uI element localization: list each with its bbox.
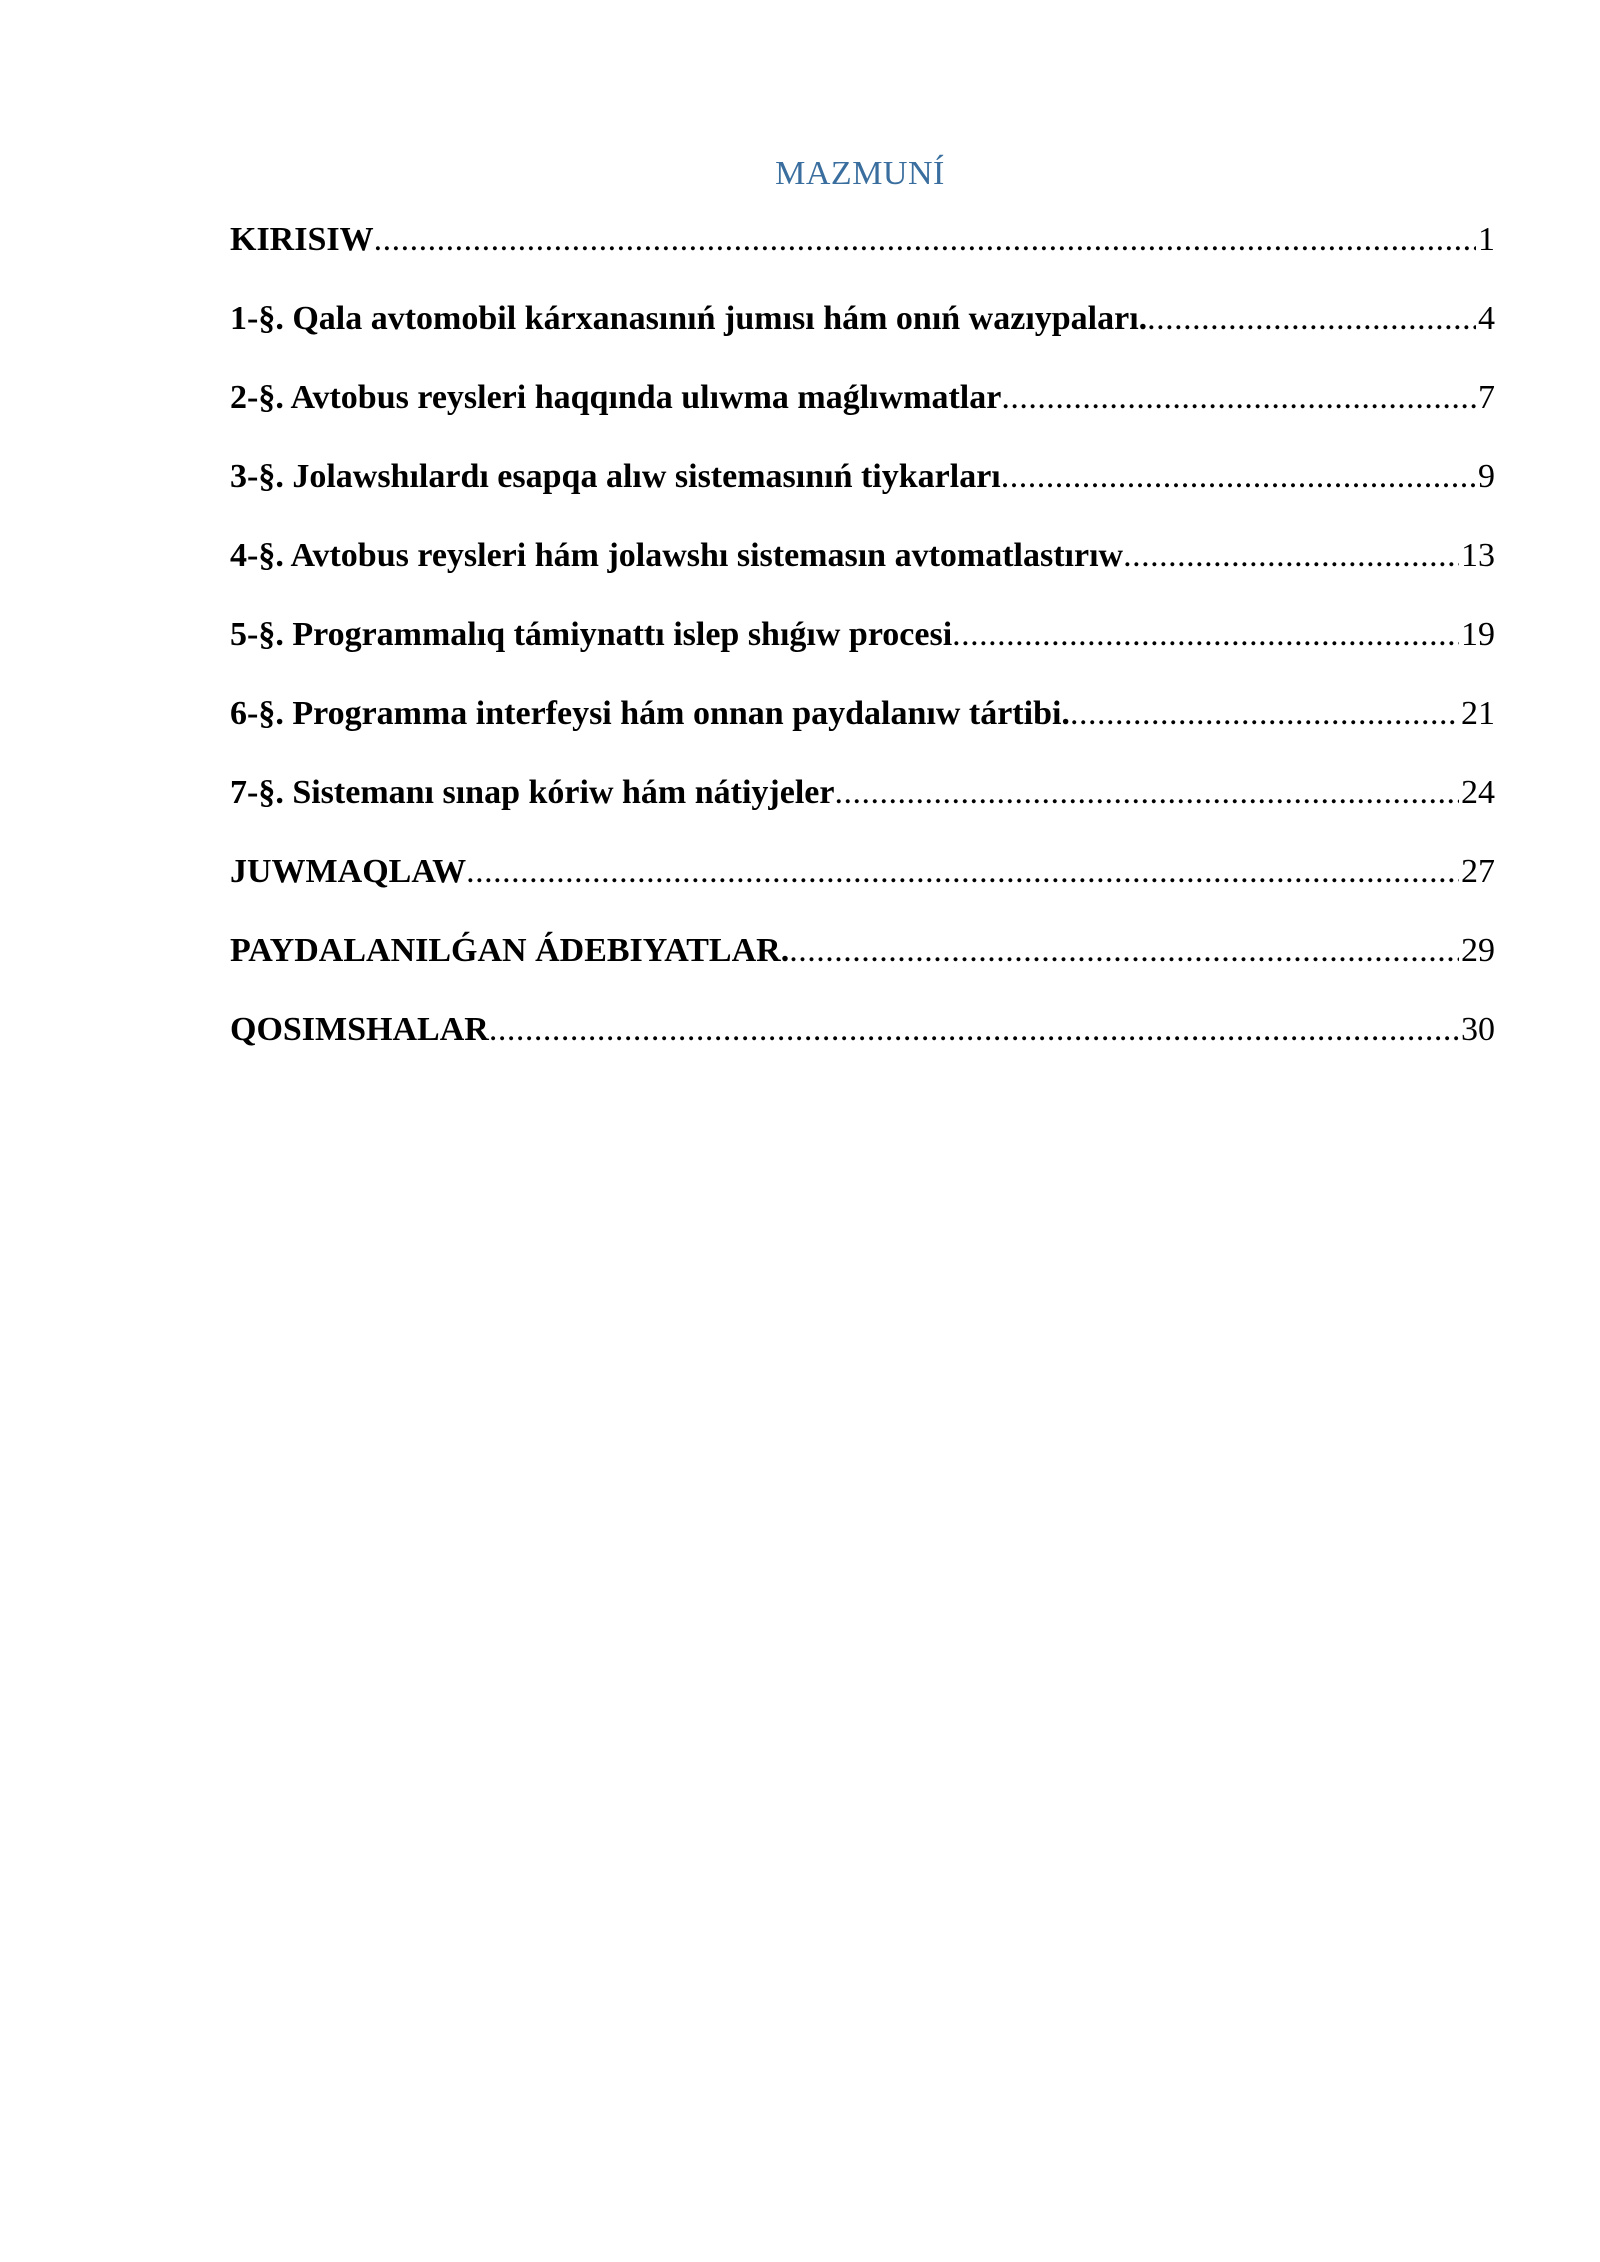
toc-entry-label: 3-§. Jolawshılardı esapqa alıw sistemasınıń tiykarları: [230, 458, 1001, 495]
toc-entry-page-number: 19: [1461, 616, 1495, 653]
toc-entry-section-7[interactable]: [230, 771, 1495, 850]
toc-entry-conclusion[interactable]: [230, 850, 1495, 929]
toc-dot-leader: [1001, 455, 1476, 499]
toc-dot-leader: [1123, 534, 1459, 578]
toc-entry-label: 1-§. Qala avtomobil kárxanasınıń jumısı hám onıń wazıypaları.: [230, 300, 1148, 337]
toc-dot-leader: [834, 771, 1459, 815]
toc-entry-introduction[interactable]: [230, 218, 1495, 297]
toc-entry-page-number: 13: [1461, 537, 1495, 574]
toc-dot-leader: [1001, 376, 1476, 420]
toc-entry-label: QOSIMSHALAR: [230, 1011, 489, 1048]
toc-dot-leader: [374, 218, 1476, 262]
toc-dot-leader: [466, 850, 1459, 894]
toc-dot-leader: [1070, 692, 1459, 736]
toc-entry-page-number: 24: [1461, 774, 1495, 811]
toc-entry-label: 5-§. Programmalıq támiynattı islep shıǵıw procesi: [230, 616, 953, 653]
toc-dot-leader: [1147, 297, 1476, 341]
toc-entry-label: 2-§. Avtobus reysleri haqqında ulıwma maǵlıwmatlar: [230, 379, 1002, 416]
toc-entry-page-number: 7: [1478, 379, 1495, 416]
toc-entry-page-number: 1: [1478, 221, 1495, 258]
toc-dot-leader: [489, 1008, 1459, 1052]
toc-dot-leader: [789, 929, 1459, 973]
toc-entry-page-number: 30: [1461, 1011, 1495, 1048]
toc-entry-label: 6-§. Programma interfeysi hám onnan paydalanıw tártibi.: [230, 695, 1070, 732]
toc-entry-section-2[interactable]: [230, 376, 1495, 455]
toc-entry-page-number: 4: [1478, 300, 1495, 337]
toc-entry-label: KIRISIW: [230, 221, 374, 258]
toc-entry-page-number: 27: [1461, 853, 1495, 890]
toc-entry-label: 4-§. Avtobus reysleri hám jolawshı sistemasın avtomatlastırıw: [230, 537, 1124, 574]
toc-title: MAZMUNÍ: [775, 155, 945, 192]
toc-entry-page-number: 9: [1478, 458, 1495, 495]
toc-list: [230, 218, 1495, 1087]
toc-entry-references[interactable]: [230, 929, 1495, 1008]
toc-dot-leader: [952, 613, 1459, 657]
toc-entry-section-3[interactable]: [230, 455, 1495, 534]
toc-entry-page-number: 29: [1461, 932, 1495, 969]
toc-entry-section-6[interactable]: [230, 692, 1495, 771]
toc-entry-section-4[interactable]: [230, 534, 1495, 613]
toc-entry-label: PAYDALANILǴAN ÁDEBIYATLAR.: [230, 932, 790, 969]
toc-entry-section-1[interactable]: [230, 297, 1495, 376]
toc-entry-page-number: 21: [1461, 695, 1495, 732]
toc-entry-label: JUWMAQLAW: [230, 853, 467, 890]
toc-entry-appendices[interactable]: [230, 1008, 1495, 1087]
toc-entry-label: 7-§. Sistemanı sınap kóriw hám nátiyjeler: [230, 774, 835, 811]
toc-entry-section-5[interactable]: [230, 613, 1495, 692]
